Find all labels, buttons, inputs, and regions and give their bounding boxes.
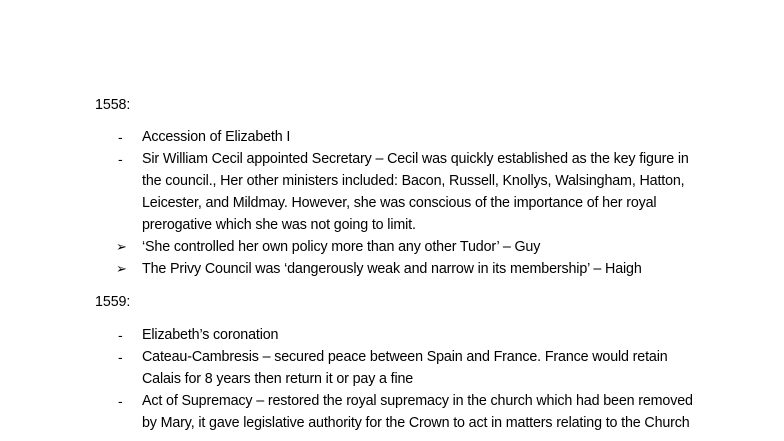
list-item-text: Accession of Elizabeth I xyxy=(142,129,291,145)
list-item-text: Sir William Cecil appointed Secretary – Cecil was quickly established as the key figure in the council., Her other ministers included: Bacon, Russell, Knollys, Walsingham, Hatton, Leicester, and Mildmay. However, she was conscious of the importance of her royal prerogative which she was not going to limit. xyxy=(142,151,689,233)
list-item xyxy=(0,148,702,236)
events-list-1558 xyxy=(0,126,784,280)
events-list-1559 xyxy=(0,324,784,434)
list-item xyxy=(0,346,702,390)
arrow-bullet-icon: ➢ xyxy=(116,261,127,276)
year-heading-1558: 1558: xyxy=(95,97,131,113)
list-item-text: ‘She controlled her own policy more than any other Tudor’ – Guy xyxy=(142,239,541,255)
list-item xyxy=(0,126,702,148)
list-item xyxy=(0,324,702,346)
list-item-text: Elizabeth’s coronation xyxy=(142,327,279,343)
dash-bullet: - xyxy=(118,129,123,145)
list-item xyxy=(0,258,702,280)
year-heading-1559: 1559: xyxy=(95,294,131,310)
list-item-text: The Privy Council was ‘dangerously weak and narrow in its membership’ – Haigh xyxy=(142,261,642,277)
dash-bullet: - xyxy=(118,151,123,167)
arrow-bullet-icon: ➢ xyxy=(116,239,127,254)
dash-bullet: - xyxy=(118,393,123,409)
list-item-text: Act of Supremacy – restored the royal supremacy in the church which had been removed by Mary, it gave legislative authority for the Crown to act in matters relating to the Church xyxy=(142,393,693,431)
list-item-text: Cateau-Cambresis – secured peace between Spain and France. France would retain Calais for 8 years then return it or pay a fine xyxy=(142,349,668,387)
list-item xyxy=(0,236,702,258)
dash-bullet: - xyxy=(118,327,123,343)
list-item xyxy=(0,390,702,434)
dash-bullet: - xyxy=(118,349,123,365)
